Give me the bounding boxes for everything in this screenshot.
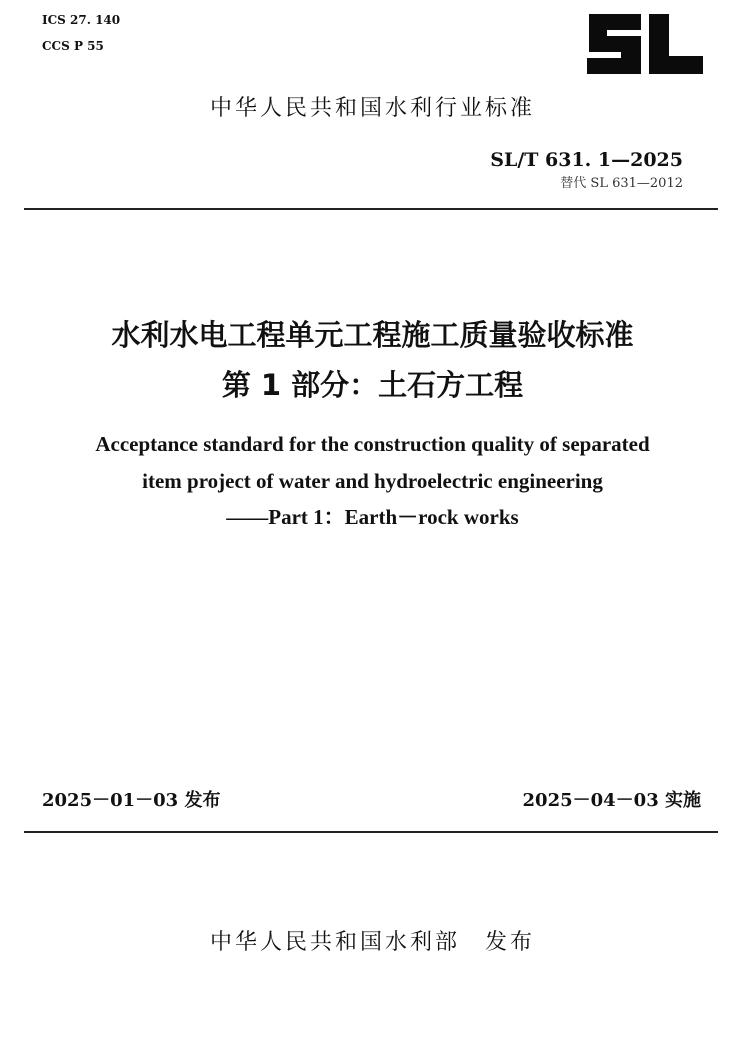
top-divider <box>24 208 718 210</box>
title-chinese-line2: 第 1 部分：土石方工程 <box>221 368 524 402</box>
implementation-date: 2025－04－03 实施 <box>522 790 701 811</box>
ccs-code: CCS P 55 <box>42 39 104 53</box>
issuing-authority: 中华人民共和国水利部 发布 <box>209 930 535 955</box>
replaces-standard: 替代 SL 631—2012 <box>560 176 683 191</box>
title-english-line2: item project of water and hydroelectric engineering <box>142 469 603 493</box>
title-english-line3: ——Part 1：Earth－rock works <box>226 505 519 529</box>
standard-number: SL/T 631. 1—2025 <box>490 149 683 171</box>
issue-date: 2025－01－03 发布 <box>42 790 221 811</box>
sl-logo <box>583 12 705 78</box>
industry-standard-heading: 中华人民共和国水利行业标准 <box>209 96 535 121</box>
title-chinese-line1: 水利水电工程单元工程施工质量验收标准 <box>111 318 634 352</box>
ics-code: ICS 27. 140 <box>42 13 121 27</box>
bottom-divider <box>24 831 718 833</box>
title-english-line1: Acceptance standard for the construction quality of separated <box>95 432 650 456</box>
